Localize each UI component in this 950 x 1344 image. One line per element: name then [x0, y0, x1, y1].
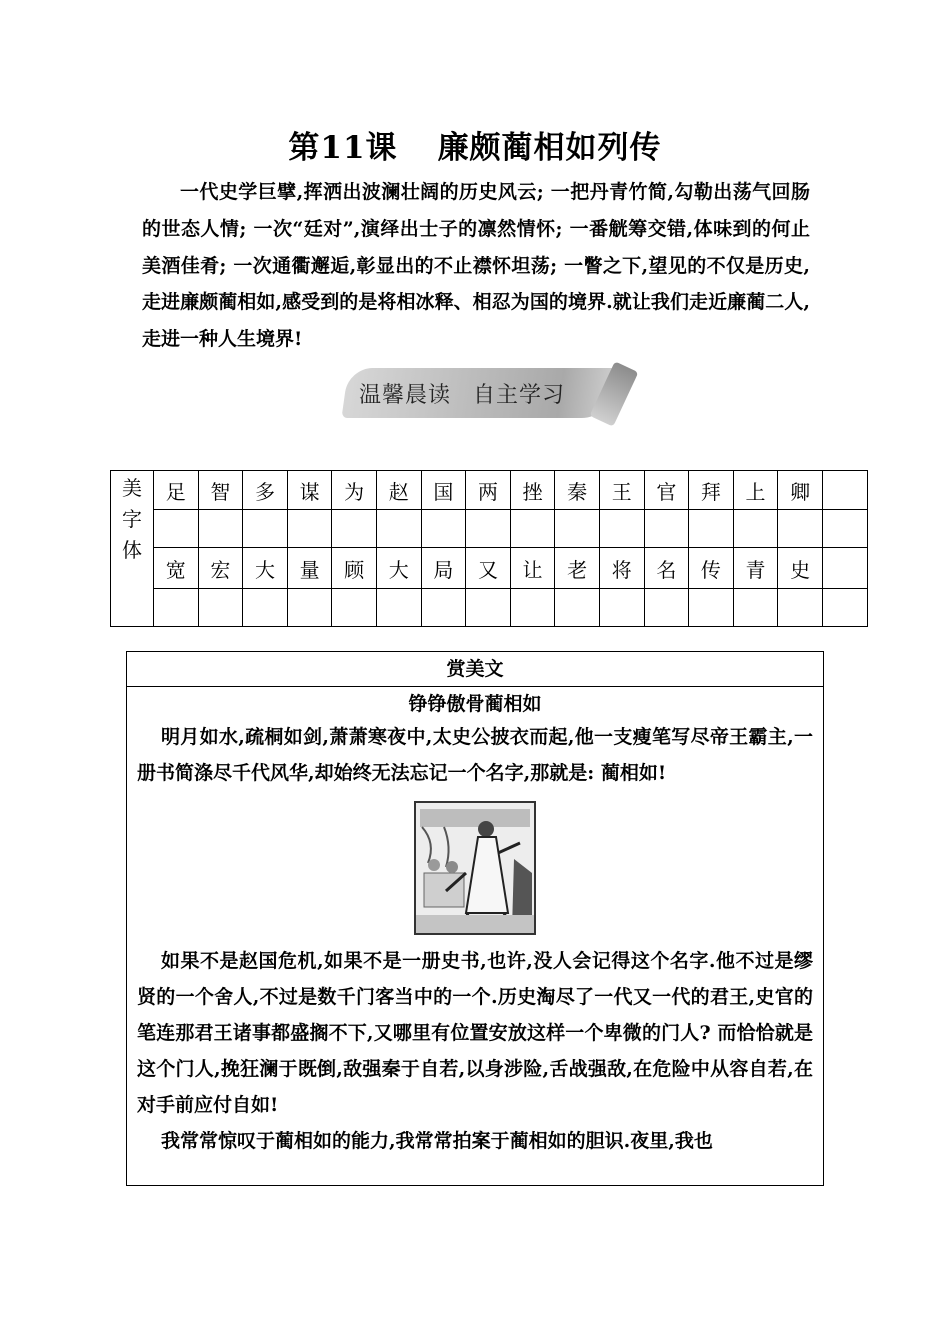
lesson-title: 廉颇蔺相如列传: [437, 130, 662, 166]
intro-text: [142, 174, 810, 358]
char-cell: 传: [689, 548, 734, 589]
char-cell: 局: [421, 548, 466, 589]
practice-cell[interactable]: [689, 589, 734, 627]
practice-cell[interactable]: [154, 589, 199, 627]
char-cell: 智: [198, 471, 243, 510]
practice-cell[interactable]: [198, 589, 243, 627]
practice-cell[interactable]: [555, 589, 600, 627]
char-cell: 宽: [154, 548, 199, 589]
char-cell: 官: [644, 471, 689, 510]
practice-cell[interactable]: [644, 510, 689, 548]
section-banner: [345, 364, 635, 426]
char-cell: 赵: [376, 471, 421, 510]
practice-cell[interactable]: [287, 510, 332, 548]
banner-text: [359, 378, 565, 409]
char-cell: 两: [466, 471, 511, 510]
side-label: [111, 471, 154, 627]
char-cell: 宏: [198, 548, 243, 589]
practice-cell[interactable]: [733, 510, 778, 548]
appreciation-box: [126, 651, 824, 1186]
table-row: [111, 510, 868, 548]
banner-part1: 温馨晨读: [359, 383, 452, 408]
banner-part2: 自主学习: [473, 383, 566, 408]
practice-cell[interactable]: [466, 510, 511, 548]
practice-cell[interactable]: [555, 510, 600, 548]
char-cell: 国: [421, 471, 466, 510]
practice-cell[interactable]: [287, 589, 332, 627]
practice-cell[interactable]: [243, 510, 288, 548]
essay-paragraph-3: 我常常惊叹于蔺相如的能力,我常常拍案于蔺相如的胆识.夜里,我也: [161, 1130, 713, 1152]
practice-cell[interactable]: [822, 510, 867, 548]
char-cell: 将: [599, 548, 644, 589]
practice-cell[interactable]: [466, 589, 511, 627]
char-cell: 顾: [332, 548, 377, 589]
char-cell: [822, 548, 867, 589]
side-label-text: 美字体: [122, 476, 142, 562]
practice-cell[interactable]: [154, 510, 199, 548]
practice-cell[interactable]: [733, 589, 778, 627]
char-cell: 史: [778, 548, 823, 589]
essay-paragraph-2: 如果不是赵国危机,如果不是一册史书,也许,没人会记得这个名字.他不过是缪贤的一个舍人,不过是数千门客当中的一个.历史淘尽了一代又一代的君王,史官的笔连那君王诸事都盛搁不下,又哪里有位置安放这样一个卑微的门人? 而恰恰就是这个门人,挽狂澜于既倒,敌强秦于自若,以身涉险,舌战强敌,在危险中从容自若,在对手前应付自如!: [137, 950, 813, 1116]
char-cell: 秦: [555, 471, 600, 510]
historical-scene-illustration: [416, 803, 534, 933]
char-cell: 量: [287, 548, 332, 589]
practice-cell[interactable]: [421, 510, 466, 548]
practice-cell[interactable]: [778, 589, 823, 627]
char-cell: 名: [644, 548, 689, 589]
table-row: [111, 548, 868, 589]
char-cell: 卿: [778, 471, 823, 510]
char-cell: 上: [733, 471, 778, 510]
char-cell: 拜: [689, 471, 734, 510]
char-cell: [822, 471, 867, 510]
practice-cell[interactable]: [644, 589, 689, 627]
practice-cell[interactable]: [778, 510, 823, 548]
practice-cell[interactable]: [822, 589, 867, 627]
practice-cell[interactable]: [198, 510, 243, 548]
essay-title: 铮铮傲骨蔺相如: [408, 693, 542, 715]
practice-cell[interactable]: [599, 589, 644, 627]
char-cell: 足: [154, 471, 199, 510]
practice-cell[interactable]: [376, 510, 421, 548]
practice-cell[interactable]: [376, 589, 421, 627]
char-cell: 青: [733, 548, 778, 589]
char-cell: 多: [243, 471, 288, 510]
char-cell: 王: [599, 471, 644, 510]
practice-cell[interactable]: [421, 589, 466, 627]
practice-cell[interactable]: [243, 589, 288, 627]
practice-cell[interactable]: [599, 510, 644, 548]
char-cell: 又: [466, 548, 511, 589]
appreciation-header: 赏美文: [127, 652, 823, 687]
practice-cell[interactable]: [689, 510, 734, 548]
intro-paragraph: 一代史学巨擘,挥洒出波澜壮阔的历史风云; 一把丹青竹简,勾勒出荡气回肠的世态人情; 一次“廷对”,演绎出士子的凛然情怀; 一番觥筹交错,体味到的何止美酒佳肴; 一次通衢邂逅,彰显出的不止襟怀坦荡; 一瞥之下,望见的不仅是历史,走进廉颇蔺相如,感受到的是将相冰释、相忍为国的境界.就让我们走近廉蔺二人,走进一种人生境界!: [142, 181, 810, 351]
table-row: [111, 471, 868, 510]
char-cell: 为: [332, 471, 377, 510]
table-row: [111, 589, 868, 627]
practice-cell[interactable]: [332, 510, 377, 548]
character-practice-table: [110, 470, 868, 627]
essay-paragraph-1: 明月如水,疏桐如剑,萧萧寒夜中,太史公披衣而起,他一支瘦笔写尽帝王霸主,一册书简涤尽千代风华,却始终无法忘记一个名字,那就是: 蔺相如!: [137, 726, 813, 784]
practice-cell[interactable]: [510, 510, 555, 548]
char-cell: 挫: [510, 471, 555, 510]
char-cell: 老: [555, 548, 600, 589]
practice-cell[interactable]: [510, 589, 555, 627]
char-cell: 让: [510, 548, 555, 589]
page-title: [0, 122, 950, 167]
char-cell: 大: [243, 548, 288, 589]
practice-cell[interactable]: [332, 589, 377, 627]
char-cell: 大: [376, 548, 421, 589]
illustration-image: [414, 801, 536, 935]
lesson-number: 第11课: [288, 130, 398, 166]
char-cell: 谋: [287, 471, 332, 510]
